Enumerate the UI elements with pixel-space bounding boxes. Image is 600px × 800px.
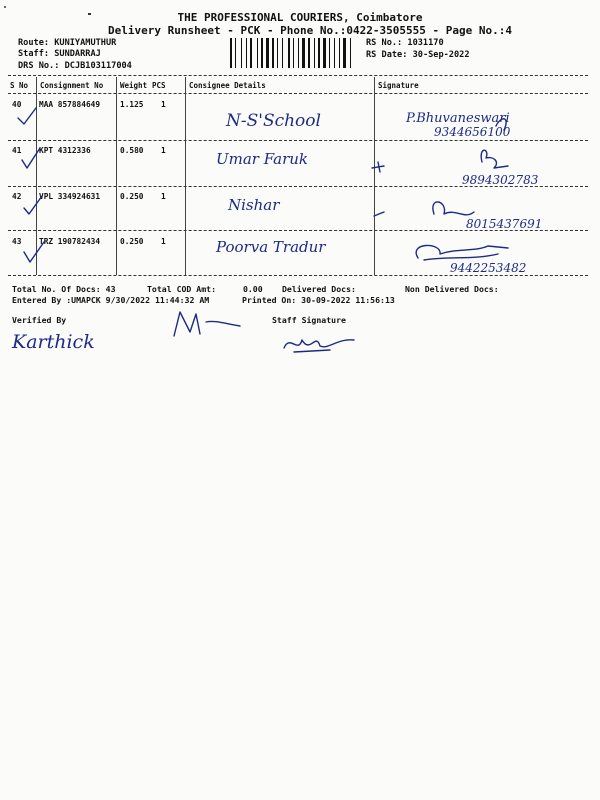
tick-marks-handwritten bbox=[14, 102, 54, 282]
hw-verified-sign: Karthick bbox=[12, 331, 95, 353]
row-sno: 42 bbox=[12, 192, 22, 201]
route-value: KUNIYAMUTHUR bbox=[54, 38, 117, 48]
hw-consignee-0: N-S'School bbox=[226, 111, 321, 131]
row-consignment: VPL 334924631 bbox=[39, 192, 101, 201]
col-signature: Signature bbox=[378, 81, 419, 90]
route-label: Route: bbox=[18, 38, 50, 48]
staff-signature-label: Staff Signature bbox=[272, 315, 346, 325]
row-pcs: 1 bbox=[161, 100, 166, 109]
hw-consignee-3: Poorva Tradur bbox=[216, 238, 326, 256]
rs-no-value: 1031170 bbox=[407, 38, 444, 48]
total-docs bbox=[12, 284, 116, 294]
total-docs-value: 43 bbox=[105, 284, 116, 294]
rs-date-value: 30-Sep-2022 bbox=[412, 50, 470, 60]
staff-field bbox=[18, 49, 101, 59]
verified-signature bbox=[10, 326, 130, 356]
row-consignment: MAA 857884649 bbox=[39, 100, 101, 109]
company-title: THE PROFESSIONAL COURIERS, Coimbatore bbox=[177, 11, 423, 24]
staff-signature bbox=[280, 328, 360, 358]
hw-phone-3: 9442253482 bbox=[450, 261, 527, 275]
delivered-docs-label: Delivered Docs: bbox=[282, 284, 356, 294]
table-top-rule bbox=[8, 75, 588, 76]
table-bottom-rule bbox=[8, 275, 588, 276]
row-weight: 0.250 bbox=[120, 192, 144, 201]
runsheet-title: Delivery Runsheet - PCK - Phone No.:0422-3505555 - Page No.:4 bbox=[108, 24, 512, 37]
hw-phone-0: 9344656100 bbox=[434, 125, 511, 139]
col-consignment: Consignment No bbox=[40, 81, 104, 90]
rs-no-label: RS No.: bbox=[366, 38, 403, 48]
route-field bbox=[18, 38, 116, 48]
col-consignee: Consignee Details bbox=[189, 81, 266, 90]
entered-by: Entered By :UMAPCK 9/30/2022 11:44:32 AM bbox=[12, 295, 210, 305]
drs-field bbox=[18, 61, 132, 71]
verified-by-label: Verified By bbox=[12, 315, 67, 325]
total-cod bbox=[147, 284, 263, 294]
barcode bbox=[230, 38, 360, 68]
col-weight: Weight bbox=[120, 81, 148, 90]
row-sno: 40 bbox=[12, 100, 22, 109]
drs-value: DCJB103117004 bbox=[64, 61, 132, 71]
header-rule bbox=[8, 93, 588, 94]
row-weight: 1.125 bbox=[120, 100, 144, 109]
non-delivered-docs-label: Non Delivered Docs: bbox=[405, 284, 499, 294]
total-docs-label: Total No. Of Docs: bbox=[12, 284, 101, 294]
total-cod-value: 0.00 bbox=[242, 284, 263, 294]
staff-value: SUNDARRAJ bbox=[54, 49, 101, 59]
row-consignment: TRZ 190782434 bbox=[39, 237, 101, 246]
printed-on: Printed On: 30-09-2022 11:56:13 bbox=[242, 295, 395, 305]
hw-consignee-1: Umar Faruk bbox=[216, 150, 308, 168]
row-consignment: KPT 4312336 bbox=[39, 146, 91, 155]
col-sno: S No bbox=[10, 81, 29, 90]
total-cod-label: Total COD Amt: bbox=[147, 284, 217, 294]
col-pcs: PCS bbox=[152, 81, 166, 90]
row-weight: 0.250 bbox=[120, 237, 144, 246]
hw-phone-2: 8015437691 bbox=[466, 217, 543, 231]
consignee-handwriting bbox=[190, 100, 370, 270]
row-pcs: 1 bbox=[161, 192, 166, 201]
vrule bbox=[116, 77, 117, 275]
hw-consignee-2: Nishar bbox=[228, 196, 280, 214]
row-pcs: 1 bbox=[161, 237, 166, 246]
vrule bbox=[374, 77, 375, 275]
row-sno: 41 bbox=[12, 146, 22, 155]
drs-label: DRS No.: bbox=[18, 61, 60, 71]
print-speck bbox=[88, 13, 91, 15]
rs-no-field bbox=[366, 38, 444, 48]
signature-handwriting bbox=[378, 96, 588, 274]
row-sno: 43 bbox=[12, 237, 22, 246]
staff-label: Staff: bbox=[18, 49, 50, 59]
vrule bbox=[185, 77, 186, 275]
hw-signature-0: P.Bhuvaneswari bbox=[406, 111, 510, 126]
row-pcs: 1 bbox=[161, 146, 166, 155]
print-speck bbox=[4, 6, 6, 8]
row-weight: 0.580 bbox=[120, 146, 144, 155]
supervisor-signature bbox=[170, 306, 250, 342]
hw-phone-1: 9894302783 bbox=[462, 173, 539, 187]
rs-date-field bbox=[366, 50, 470, 60]
rs-date-label: RS Date: bbox=[366, 50, 408, 60]
